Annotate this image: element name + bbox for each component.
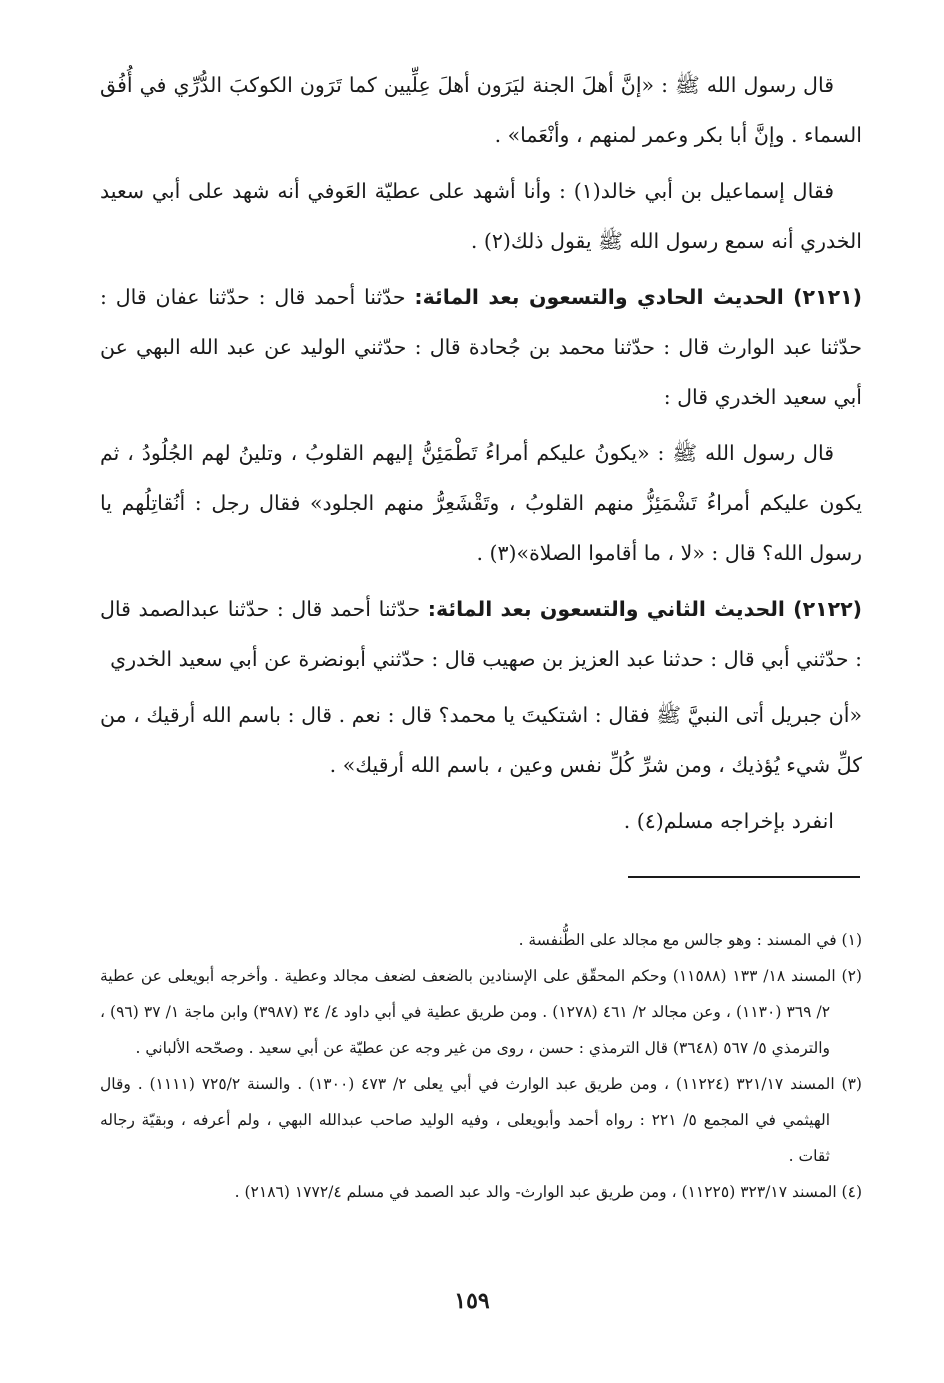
hadith-heading-2121: (٢١٢١) الحديث الحادي والتسعون بعد المائة: — [414, 285, 862, 309]
hadith-heading-2122: (٢١٢٢) الحديث الثاني والتسعون بعد المائة: — [427, 597, 862, 621]
narration-paragraph: فقال إسماعيل بن أبي خالد(١) : وأنا أشهد على عطيّة العَوفي أنه شهد على أبي سعيد الخدري أنه سمع رسول الله ﷺ يقول ذلك(٢) . — [100, 179, 862, 253]
isnad-text: حدّثنا أحمد قال : حدّثنا عفان قال : حدّثنا عبد الوارث قال : حدّثنا محمد بن جُحادة قال : حدّثني الوليد عن عبد الله البهي عن أبي سعيد الخدري قال : — [100, 285, 862, 409]
page-number: ١٥٩ — [454, 1288, 490, 1314]
footnote-1: (١) في المسند : وهو جالس مع مجالد على الطُّنفسة . — [518, 931, 862, 949]
footnote-4: (٤) المسند ٣٢٣/١٧ (١١٢٢٥) ، ومن طريق عبد الوارث- والد عبد الصمد في مسلم ١٧٧٢/٤ (٢١٨٦) . — [234, 1183, 862, 1201]
takhrij-note: انفرد بإخراجه مسلم(٤) . — [623, 809, 834, 833]
hadith-2122-paragraph — [100, 584, 862, 684]
hadith-2121-paragraph — [100, 272, 862, 422]
footnotes-section — [100, 922, 862, 1210]
footnote-divider — [628, 876, 860, 878]
hadith-text-paragraph: قال رسول الله ﷺ : «إنَّ أهلَ الجنة ليَرَون أهلَ عِلِّيين كما تَرَون الكوكبَ الدُّرِّي في أُفُق السماء . وإنَّ أبا بكر وعمر لمنهم ، وأنْعَما» . — [100, 73, 862, 147]
hadith-text-paragraph: قال رسول الله ﷺ : «يكونُ عليكم أمراءُ تَطْمَئِنُّ إليهم القلوبُ ، وتلينُ لهم الجُلُودُ ، ثم يكون عليكم أمراءُ تَشْمَئِزُّ منهم القلوبُ ، وتَقْشَعِرُّ منهم الجلود» فقال رجل : أنُقاتِلُهم يا رسول الله؟ قال : «لا ، ما أقاموا الصلاة»(٣) . — [100, 441, 862, 565]
footnote-3: (٣) المسند ٣٢١/١٧ (١١٢٢٤) ، ومن طريق عبد الوارث في أبي يعلى ٢/ ٤٧٣ (١٣٠٠) . والسنة ٧٢٥/٢ (١١١١) . وقال الهيثمي في المجمع ٥/ ٢٢١ : رواه أحمد وأبويعلى ، وفيه الوليد صاحب عبدالله البهي ، ولم أعرفه ، وبقيّة رجاله ثقات . — [100, 1075, 862, 1165]
main-text-body — [100, 60, 862, 852]
isnad-text: حدّثنا أحمد قال : حدّثنا عبدالصمد قال : حدّثني أبي قال : حدثنا عبد العزيز بن صهيب قال : حدّثني أبونضرة عن أبي سعيد الخدري — [100, 597, 862, 671]
hadith-text-paragraph: «أن جبريل أتى النبيَّ ﷺ فقال : اشتكيتَ يا محمد؟ قال : نعم . قال : باسم الله أرقيك ، من كلِّ شيء يُؤذيك ، ومن شرِّ كُلِّ نفس وعين ، باسم الله أرقيك» . — [100, 703, 862, 777]
footnote-2: (٢) المسند ١٨/ ١٣٣ (١١٥٨٨) وحكم المحقّق على الإسنادين بالضعف لضعف مجالد وعطية . وأخرجه أبويعلى عن عطية ٢/ ٣٦٩ (١١٣٠) ، وعن مجالد ٢/ ٤٦١ (١٢٧٨) . ومن طريق عطية في أبي داود ٤/ ٣٤ (٣٩٨٧) وابن ماجة ١/ ٣٧ (٩٦) ، والترمذي ٥/ ٥٦٧ (٣٦٤٨) قال الترمذي : حسن ، روى من غير وجه عن عطيّة عن أبي سعيد . وصحّحه الألباني . — [100, 967, 862, 1057]
